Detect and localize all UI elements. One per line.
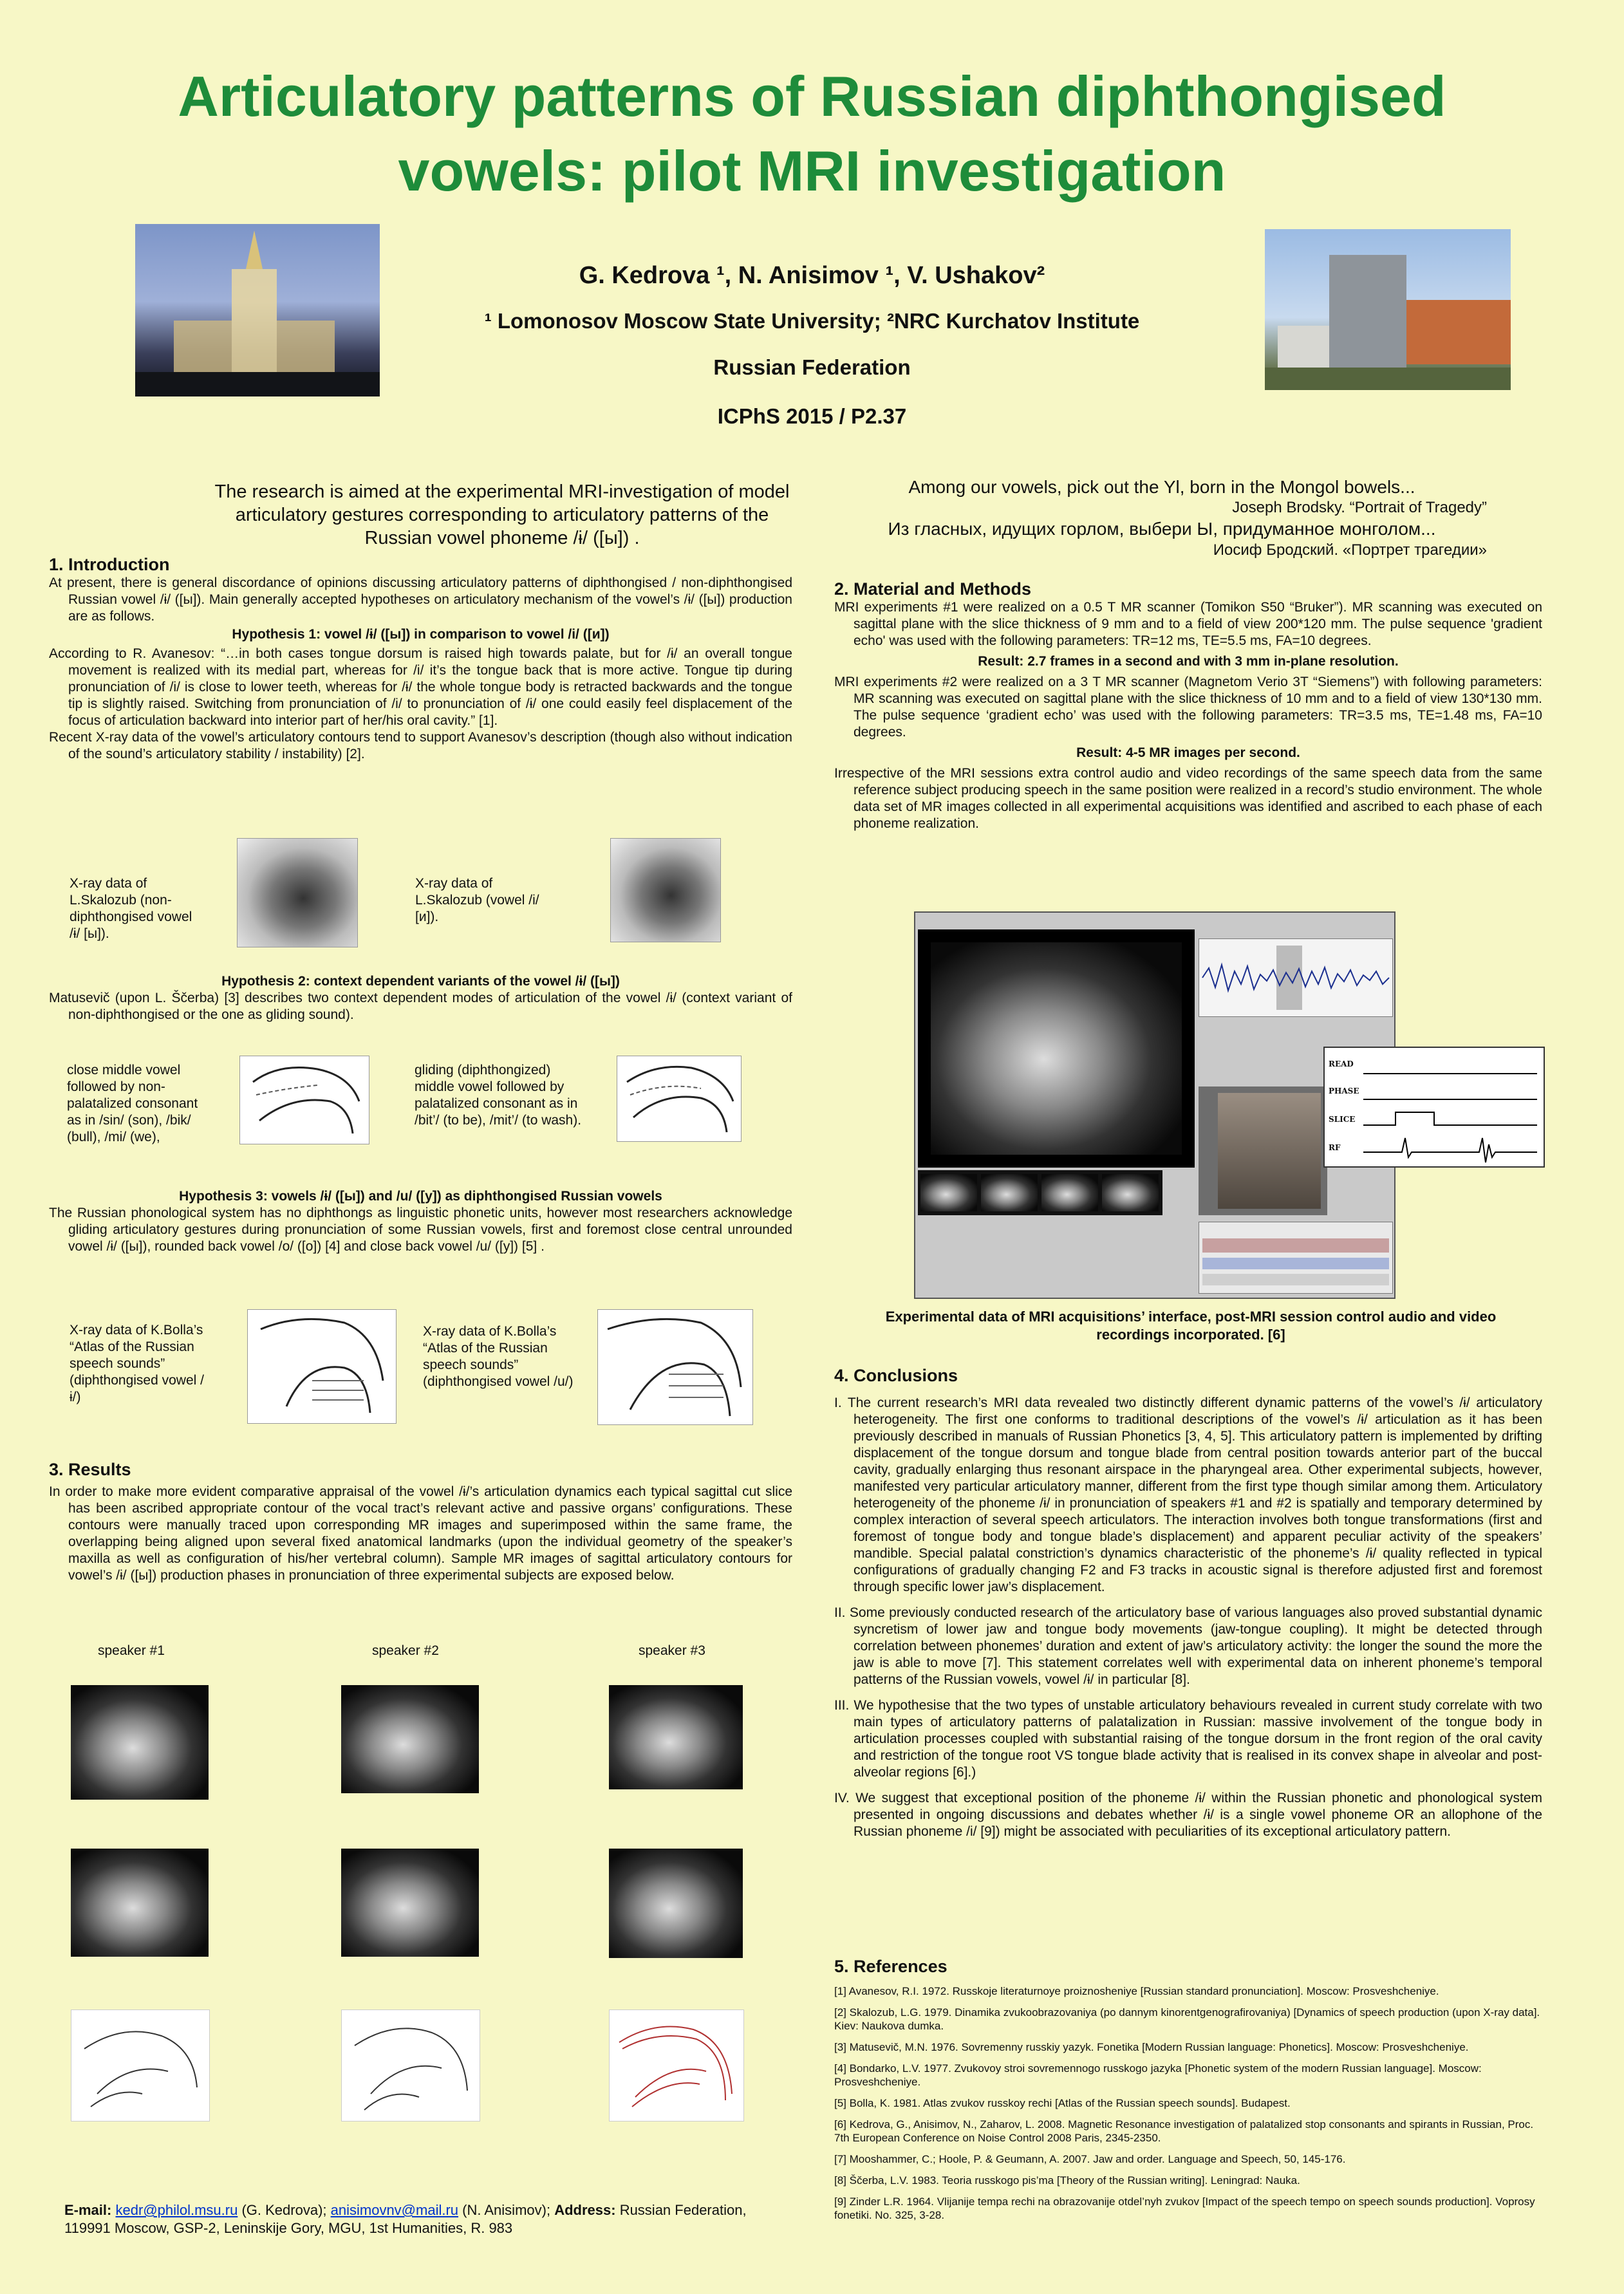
introduction-heading: 1. Introduction [49,555,170,574]
mri-sagittal-image [931,942,1182,1155]
xray-image-skalozub-1 [237,838,358,947]
speaker-1-label: speaker #1 [98,1643,165,1658]
reference-item: [7] Mooshammer, C.; Hoole, P. & Geumann, A. 2007. Jaw and order. Language and Speech, 50, 145-176. [834,2153,1346,2165]
close-vowel-drawing [239,1056,369,1144]
hypothesis-2-heading: Hypothesis 2: context dependent variants of the vowel /ɨ/ ([ы]) [221,974,620,989]
audio-waveform [1199,939,1392,1016]
xray-caption-2: X-ray data of L.Skalozub (vowel /i/ [и]). [415,876,539,924]
affiliations-line: ¹ Lomonosov Moscow State University; ²NRC Kurchatov Institute [484,309,1140,333]
results-heading: 3. Results [49,1460,131,1479]
introduction-p3: Recent X-ray data of the vowel’s articulatory contours tend to support Avanesov’s description (though also without indication of the sound’s articulatory stability / instability) [2]. [49,730,792,761]
epigraph-en-author: Joseph Brodsky. “Portrait of Tragedy” [1232,499,1487,516]
pulse-label-slice: SLICE [1329,1115,1356,1124]
country-line: Russian Federation [713,355,911,379]
speaker-3-label: speaker #3 [639,1643,705,1658]
mri-thumb-2 [981,1174,1038,1211]
methods-p3: Irrespective of the MRI sessions extra control audio and video recordings of the same speech data from the same reference subject producing speech in the same position were realized in a record’s studio environment. The whole data set of MR images collected in all experimental acquisitions was identified and ascribed to each phase of each phoneme realization. [834,766,1542,831]
mri-speaker1-a [71,1685,209,1800]
close-vowel-caption: close middle vowel followed by non-palatalized consonant as in /sin/ (son), /bik/ (bull), /mi/ (we), [67,1063,198,1144]
title-line-2: vowels: pilot MRI investigation [398,139,1226,203]
reference-item: [9] Zinder L.R. 1964. Vlijanije tempa rechi na obrazovanije otdel’nyh zvukov [Impact of the speech tempo on speech sounds production]. Voprosy fonetiki. No. 325, 3-28. [834,2196,1535,2221]
authors-line: G. Kedrova ¹, N. Anisimov ¹, V. Ushakov² [579,262,1045,289]
bolla-drawing-1 [247,1309,397,1424]
hypothesis-3-block [49,1188,792,1255]
close-vowel-contour [240,1056,369,1144]
pulse-sequence-plot [1325,1048,1544,1166]
conclusion-4: IV. We suggest that exceptional position of the phoneme /ɨ/ within the Russian phonetic and phonological system presented in ongoing discussions and debates whether /ɨ/ is a single vowel phoneme OR an allophone of the Russian phoneme /i/ [9]) might be associated with peculiarities of its exceptional articulatory pattern. [834,1791,1542,1839]
poster-title [0,59,1624,209]
hypothesis-3-text: The Russian phonological system has no diphthongs as linguistic phonetic units, however most researchers acknowledge gliding articulatory gestures during pronunciation of some Russian vowels, first and foremost close central unrounded vowel /ɨ/ ([ы]), rounded back vowel /o/ ([о]) [4] and close back vowel /u/ ([у]) [5] . [49,1206,792,1254]
email-link-kedrova[interactable]: kedr@philol.msu.ru [115,2202,238,2218]
reference-item: [8] Ščerba, L.V. 1983. Teoria russkogo pis’ma [Theory of the Russian writing]. Leningrad: Nauka. [834,2174,1300,2187]
hypothesis-2-text: Matusevič (upon L. Ščerba) [3] describes two context dependent modes of articulation of the vowel /ɨ/ (context variant of non-diphthongised or the one as gliding sound). [49,991,792,1022]
epigraph-en: Among our vowels, pick out the Yl, born in the Mongol bowels... [908,477,1415,497]
methods-heading: 2. Material and Methods [834,579,1032,599]
bolla-contour-1 [248,1310,396,1423]
mri-speaker1-b [71,1849,209,1957]
figure-caption: Experimental data of MRI acquisitions’ interface, post-MRI session control audio and video recordings incorporated. [6] [885,1309,1497,1343]
introduction-p2: According to R. Avanesov: “…in both cases tongue dorsum is raised high towards palate, but for /ɨ/ an overall tongue movement is realized with its medial part, whereas for /i/ it’s the tongue back that is more active. Tongue tip during pronunciation of /i/ is close to lower teeth, whereas for /ɨ/ the whole tongue body is retracted backwards and the tongue tip is slightly raised. Switching from pronunciation of /i/ to pronunciation of /ɨ/ one could easily feel displacement of the focus of articulation backward into interior part of her/his oral cavity.” [1]. [49,646,792,728]
hypothesis-1-heading: Hypothesis 1: vowel /ɨ/ ([ы]) in comparison to vowel /i/ ([и]) [232,627,610,642]
reference-item: [4] Bondarko, L.V. 1977. Zvukovoy stroi sovremennogo russkogo jazyka [Phonetic system of the modern Russian language]. Moscow: Prosveshcheniye. [834,2062,1482,2088]
epigraph-block [837,476,1487,560]
hypothesis-3-heading: Hypothesis 3: vowels /ɨ/ ([ы]) and /u/ ([у]) as diphthongised Russian vowels [179,1189,662,1204]
mri-speaker2-a [341,1685,479,1793]
speaker-2-label: speaker #2 [372,1643,439,1658]
bolla-caption-1: X-ray data of K.Bolla’s “Atlas of the Russian speech sounds” (diphthongised vowel /ɨ/) [70,1323,204,1404]
contour-speaker3-lines [610,2010,743,2121]
methods-result-2: Result: 4-5 MR images per second. [1076,745,1300,760]
references-section [834,1957,1542,2230]
methods-result-1: Result: 2.7 frames in a second and with 3 mm in-plane resolution. [978,654,1399,669]
timeline-tracks [1199,1222,1392,1293]
methods-section [834,579,1542,832]
contour-speaker1 [71,2010,210,2121]
pulse-label-phase: PHASE [1329,1086,1359,1096]
email-owner-1: (G. Kedrova); [241,2202,327,2218]
references-heading: 5. References [834,1957,947,1976]
mri-speaker3-a [609,1685,743,1789]
reference-item: [2] Skalozub, L.G. 1979. Dinamika zvukoobrazovaniya (po dannym kinorentgenografirovaniya) [Dynamics of speech production (upon X-ray data]. Kiev: Naukova dumka. [834,2006,1540,2032]
bolla-contour-2 [598,1310,752,1424]
mri-speaker3-b [609,1849,743,1958]
reference-item: [6] Kedrova, G., Anisimov, N., Zaharov, L. 2008. Magnetic Resonance investigation of palatalized stop consonants and spirants in Russian, Proc. 7th European Conference on Noise Control 2008 Paris, 2345-2350. [834,2118,1534,2144]
bolla-drawing-2 [597,1309,753,1425]
pulse-label-read: READ [1329,1059,1354,1068]
contour-speaker3 [609,2010,744,2121]
gliding-vowel-caption: gliding (diphthongized) middle vowel followed by palatalized consonant as in /bit’/ (to be), /mit’/ (to wash). [415,1063,582,1128]
contact-block [64,2201,805,2237]
gliding-vowel-drawing [617,1056,742,1142]
address-line-1: Russian Federation, [619,2202,747,2218]
pulse-sequence-diagram [1323,1047,1545,1168]
conclusion-1: I. The current research’s MRI data revealed two distinctly different dynamic patterns of the vowel’s /ɨ/ articulatory heterogeneity. The first one conforms to traditional descriptions of the vowel’s /ɨ/ articulation as it has been previously described in manuals of Russian Phonetics [3, 4, 5]. This articulatory pattern is implemented by drifting displacement of the tongue dorsum and tongue blade from central position towards anterior part of the buccal cavity, gradually enlarging thus resonant airspace in the pharyngeal area. Other experimental subjects, however, manifested very particular articulatory manner, different from the first type though similar among them. Articulatory heterogeneity of the phoneme /ɨ/ in pronunciation of speakers #1 and #2 is spatially and temporary determined by complex interaction of several speech articulators. The interaction involves both tongue transformations (first and foremost of tongue body and tongue blade’s displacement) and apparent peculiar activity of the speakers’ mandible. Special palatal constriction’s dynamics characteristic of the phoneme’s /ɨ/ quality reflected in typical configurations of gradually changing F2 and F3 tracks in acoustic signal is therefore adjusted first and foremost through specific lower jaw’s displacement. [834,1395,1542,1594]
mri-thumb-3 [1041,1174,1098,1211]
methods-p1: MRI experiments #1 were realized on a 0.5 T MR scanner (Tomikon S50 “Bruker”). MR scanning was executed on sagittal plane with the slice thickness of 9 mm and to a field of view 200*120 mm. The pulse sequence 'gradient echo' was used with the following parameters: TR=12 ms, TE=5.5 ms, FA=10 degrees. [834,600,1542,648]
mri-thumbnail-strip [918,1170,1162,1215]
references-list [834,1984,1542,2222]
timeline-window [1199,1222,1393,1294]
results-text: In order to make more evident comparative appraisal of the vowel /ɨ/’s articulation dynamics each typical sagittal cut slice has been ascribed appropriate contour of the vocal tract’s relevant active and passive organs’ configurations. These contours were manually traced upon corresponding MR images and superimposed within the same frame, the overlapping being aligned upon several fixed anatomical landmarks (upon the individual geometry of the speaker’s maxilla as well as configuration of his/her vertebral column). Sample MR images of sagittal articulatory contours for vowel’s /ɨ/ ([ы]) production phases in pronunciation of three experimental subjects are exposed below. [49,1484,792,1583]
contour-speaker2 [341,2010,480,2121]
mri-thumb-4 [1102,1174,1159,1211]
pulse-label-rf: RF [1329,1143,1341,1152]
contact-line-1 [64,2201,805,2219]
address-label: Address: [554,2202,616,2218]
gliding-vowel-contour [617,1056,741,1141]
hypothesis-2-block [49,973,792,1023]
mri-speaker2-b [341,1849,479,1957]
email-link-anisimov[interactable]: anisimovnv@mail.ru [330,2202,459,2218]
conclusions-heading: 4. Conclusions [834,1366,958,1385]
audio-waveform-window [1199,938,1393,1017]
conference-line: ICPhS 2015 / P2.37 [717,404,907,428]
contour-speaker1-lines [71,2010,209,2121]
introduction-p1: At present, there is general discordance of opinions discussing articulatory patterns of diphthongised / non-diphthongised Russian vowel /ɨ/ ([ы]). Main generally accepted hypotheses on articulatory mechanism of the vowel’s /ɨ/ ([ы]) production are as follows. [49,575,792,624]
video-window [1199,1086,1327,1215]
reference-item: [1] Avanesov, R.I. 1972. Russkoje literaturnoye proiznosheniye [Russian standard pronunciation]. Moscow: Prosveshcheniye. [834,1985,1439,1997]
epigraph-ru-author: Иосиф Бродский. «Портрет трагедии» [1213,541,1487,559]
contour-speaker2-lines [342,2010,480,2121]
conclusion-3: III. We hypothesise that the two types of unstable articulatory behaviours revealed in current study correlate with two main types of articulatory patterns of palatalization in Russian: massive involvement of the tongue body in articulation processes coupled with substantial raising of the tongue dorsum in the front region of the oral cavity and restriction of the tongue root VS tongue blade activity that is realised in its convex shape in alveolar and post-alveolar regions [6].) [834,1698,1542,1780]
mri-main-window [918,929,1195,1168]
reference-item: [5] Bolla, K. 1981. Atlas zvukov russkoy rechi [Atlas of the Russian speech sounds]. Budapest. [834,2097,1291,2109]
conclusions-section [834,1366,1542,1840]
title-line-1: Articulatory patterns of Russian diphthongised [178,64,1446,128]
email-label: E-mail: [64,2202,112,2218]
reference-item: [3] Matusevič, M.N. 1976. Sovremenny russkiy yazyk. Fonetika [Modern Russian language: Phonetics]. Moscow: Prosveshcheniye. [834,2041,1469,2053]
address-line-2: 119991 Moscow, GSP-2, Leninskije Gory, MGU, 1st Humanities, R. 983 [64,2220,513,2236]
conclusion-2: II. Some previously conducted research of the articulatory base of various languages also proved substantial dynamic syncretism of lower jaw and tongue body movements (jaw-tongue coupling). It might be detected through correlation between phonemes’ duration and extent of jaw’s articulatory activity: the longer the sound the more the jaw is able to move [7]. This statement correlates well with experimental data on inherent phoneme’s temporal patterns of the Russian vowels, vowel /ɨ/ in particular [8]. [834,1605,1542,1687]
xray-caption-1: X-ray data of L.Skalozub (non-diphthongised vowel /ɨ/ [ы]). [70,876,192,941]
research-aim [206,480,798,550]
bolla-caption-2: X-ray data of K.Bolla’s “Atlas of the Russian speech sounds” (diphthongised vowel /u/) [423,1324,574,1389]
introduction-section [49,555,792,763]
research-aim-text: The research is aimed at the experimental MRI-investigation of model articulatory gestures corresponding to articulatory patterns of the Russian vowel phoneme /ɨ/ ([ы]) . [214,481,790,548]
email-owner-2: (N. Anisimov); [462,2202,551,2218]
results-section [49,1460,792,1584]
epigraph-ru: Из гласных, идущих горлом, выбери Ы, придуманное монголом... [888,519,1436,539]
methods-p2: MRI experiments #2 were realized on a 3 T MR scanner (Magnetom Verio 3T “Siemens”) with following parameters: MR scanning was executed on sagittal plane with the slice thickness of 10 mm and to a field of view 130*130 mm. The pulse sequence ‘gradient echo’ was used with the following parameters: TR=3.5 ms, TE=1.48 ms, FA=10 degrees. [834,675,1542,740]
video-frame [1218,1093,1321,1209]
xray-image-skalozub-2 [610,838,721,942]
mri-thumb-1 [920,1174,977,1211]
